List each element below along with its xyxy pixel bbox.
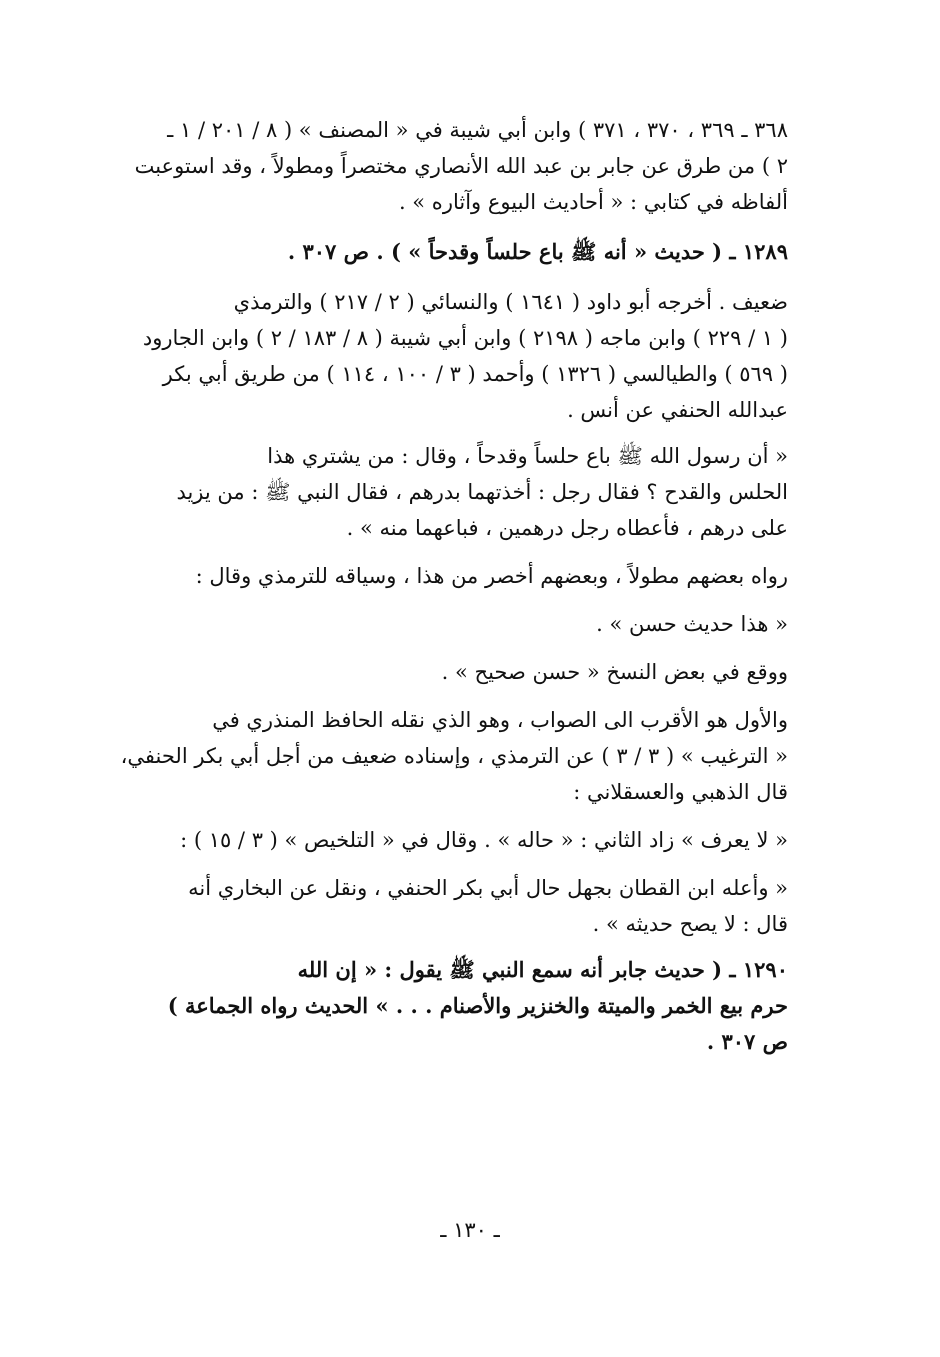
- text-line: ١٢٩٠ ـ ( حديث جابر أنه سمع النبي ﷺ يقول : « إن الله: [297, 957, 788, 982]
- page-number: ـ ١٣٠ ـ: [440, 1218, 500, 1242]
- text-line: ٣٦٨ ـ ٣٦٩ ، ٣٧٠ ، ٣٧١ ) وابن أبي شيبة في « المصنف » ( ٨ / ٢٠١ / ١ ـ: [167, 118, 788, 142]
- text-line: والأول هو الأقرب الى الصواب ، وهو الذي نقله الحافظ المنذري في: [212, 708, 788, 732]
- text-line: « أن رسول الله ﷺ باع حلساً وقدحاً ، وقال : من يشتري هذا: [267, 444, 788, 468]
- text-line: ( ٥٦٩ ) والطيالسي ( ١٣٢٦ ) وأحمد ( ٣ / ١٠٠ ، ١١٤ ) من طريق أبي بكر: [162, 362, 788, 386]
- text-line: ضعيف . أخرجه أبو داود ( ١٦٤١ ) والنسائي ( ٢ / ٢١٧ ) والترمذي: [233, 290, 788, 314]
- text-line: ص ٣٠٧ .: [706, 1029, 788, 1054]
- text-line: « هذا حديث حسن » .: [596, 612, 788, 636]
- paragraph: [108, 654, 788, 690]
- paragraph: [108, 870, 788, 942]
- text-line: عبدالله الحنفي عن أنس .: [567, 398, 788, 422]
- paragraph: [108, 284, 788, 428]
- paragraph-gap: [108, 270, 788, 284]
- paragraph-gap: [108, 220, 788, 234]
- text-line: حرم بيع الخمر والميتة والخنزير والأصنام . . . » الحديث رواه الجماعة ): [167, 993, 788, 1018]
- text-line: ألفاظه في كتابي : « أحاديث البيوع وآثاره » .: [398, 190, 788, 214]
- paragraph-gap: [108, 942, 788, 952]
- text-line: « لا يعرف » زاد الثاني : « حاله » . وقال في « التلخيص » ( ٣ / ١٥ ) :: [180, 828, 788, 852]
- text-line: الحلس والقدح ؟ فقال رجل : أخذتهما بدرهم ، فقال النبي ﷺ : من يزيد: [176, 480, 788, 504]
- paragraph: [108, 438, 788, 546]
- hadith-heading: [108, 234, 788, 270]
- paragraph-gap: [108, 690, 788, 702]
- paragraph: [108, 822, 788, 858]
- paragraph-gap: [108, 858, 788, 870]
- paragraph-gap: [108, 428, 788, 438]
- text-line: ١٢٨٩ ـ ( حديث « أنه ﷺ باع حلساً وقدحاً » ) . ص ٣٠٧ .: [287, 239, 788, 264]
- text-line: على درهم ، فأعطاه رجل درهمين ، فباعهما منه » .: [346, 516, 788, 540]
- paragraph-gap: [108, 546, 788, 558]
- paragraph: [108, 112, 788, 220]
- text-line: ( ١ / ٢٢٩ ) وابن ماجه ( ٢١٩٨ ) وابن أبي شيبة ( ٨ / ١٨٣ / ٢ ) وابن الجارود: [142, 326, 788, 350]
- paragraph-gap: [108, 810, 788, 822]
- text-line: قال : لا يصح حديثه » .: [592, 912, 788, 936]
- paragraph-gap: [108, 642, 788, 654]
- text-line: « وأعله ابن القطان بجهل حال أبي بكر الحنفي ، ونقل عن البخاري أنه: [188, 876, 788, 900]
- paragraph-gap: [108, 594, 788, 606]
- text-line: قال الذهبي والعسقلاني :: [573, 780, 788, 804]
- paragraph: [108, 702, 788, 810]
- text-line: رواه بعضهم مطولاً ، وبعضهم أخصر من هذا ، وسياقه للترمذي وقال :: [195, 564, 788, 588]
- paragraph: [108, 558, 788, 594]
- text-line: ٢ ) من طرق عن جابر بن عبد الله الأنصاري مختصراً ومطولاً ، وقد استوعبت: [134, 154, 788, 178]
- paragraph: [108, 606, 788, 642]
- body-text: [108, 112, 788, 1060]
- text-line: ووقع في بعض النسخ « حسن صحيح » .: [441, 660, 788, 684]
- text-line: « الترغيب » ( ٣ / ٣ ) عن الترمذي ، وإسناده ضعيف من أجل أبي بكر الحنفي،: [120, 744, 788, 768]
- hadith-heading: [108, 952, 788, 1060]
